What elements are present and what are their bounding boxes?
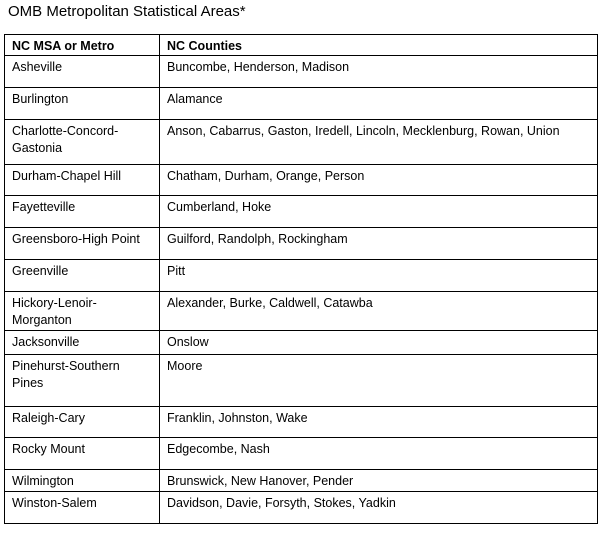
counties-cell: Anson, Cabarrus, Gaston, Iredell, Lincoln, Mecklenburg, Rowan, Union (160, 120, 598, 165)
table-row (5, 492, 598, 524)
counties-cell: Davidson, Davie, Forsyth, Stokes, Yadkin (160, 492, 598, 524)
counties-cell: Buncombe, Henderson, Madison (160, 56, 598, 88)
table-row (5, 355, 598, 407)
table-row (5, 228, 598, 260)
metro-cell: Pinehurst-Southern Pines (5, 355, 160, 407)
table-row (5, 438, 598, 470)
table-row (5, 196, 598, 228)
counties-cell: Onslow (160, 331, 598, 355)
metro-cell: Wilmington (5, 470, 160, 492)
column-header-counties: NC Counties (160, 35, 598, 56)
counties-cell: Pitt (160, 260, 598, 292)
counties-cell: Brunswick, New Hanover, Pender (160, 470, 598, 492)
metro-cell: Rocky Mount (5, 438, 160, 470)
table-row (5, 88, 598, 120)
metro-cell: Charlotte-Concord-Gastonia (5, 120, 160, 165)
counties-cell: Alexander, Burke, Caldwell, Catawba (160, 292, 598, 331)
table-row (5, 260, 598, 292)
metro-cell: Burlington (5, 88, 160, 120)
metro-cell: Greenville (5, 260, 160, 292)
table-row (5, 120, 598, 165)
counties-cell: Chatham, Durham, Orange, Person (160, 165, 598, 196)
table-header-row (5, 35, 598, 56)
table-row (5, 407, 598, 438)
counties-cell: Cumberland, Hoke (160, 196, 598, 228)
metro-cell: Asheville (5, 56, 160, 88)
metro-cell: Raleigh-Cary (5, 407, 160, 438)
counties-cell: Franklin, Johnston, Wake (160, 407, 598, 438)
table-row (5, 56, 598, 88)
counties-cell: Moore (160, 355, 598, 407)
metro-cell: Greensboro-High Point (5, 228, 160, 260)
table-row (5, 165, 598, 196)
counties-cell: Edgecombe, Nash (160, 438, 598, 470)
metro-cell: Durham-Chapel Hill (5, 165, 160, 196)
page-title: OMB Metropolitan Statistical Areas* (8, 3, 246, 20)
counties-cell: Guilford, Randolph, Rockingham (160, 228, 598, 260)
counties-cell: Alamance (160, 88, 598, 120)
metro-cell: Fayetteville (5, 196, 160, 228)
msa-table (4, 34, 598, 524)
table-row (5, 331, 598, 355)
metro-cell: Hickory-Lenoir-Morganton (5, 292, 160, 331)
metro-cell: Jacksonville (5, 331, 160, 355)
table-row (5, 470, 598, 492)
metro-cell: Winston-Salem (5, 492, 160, 524)
table-row (5, 292, 598, 331)
column-header-metro: NC MSA or Metro (5, 35, 160, 56)
